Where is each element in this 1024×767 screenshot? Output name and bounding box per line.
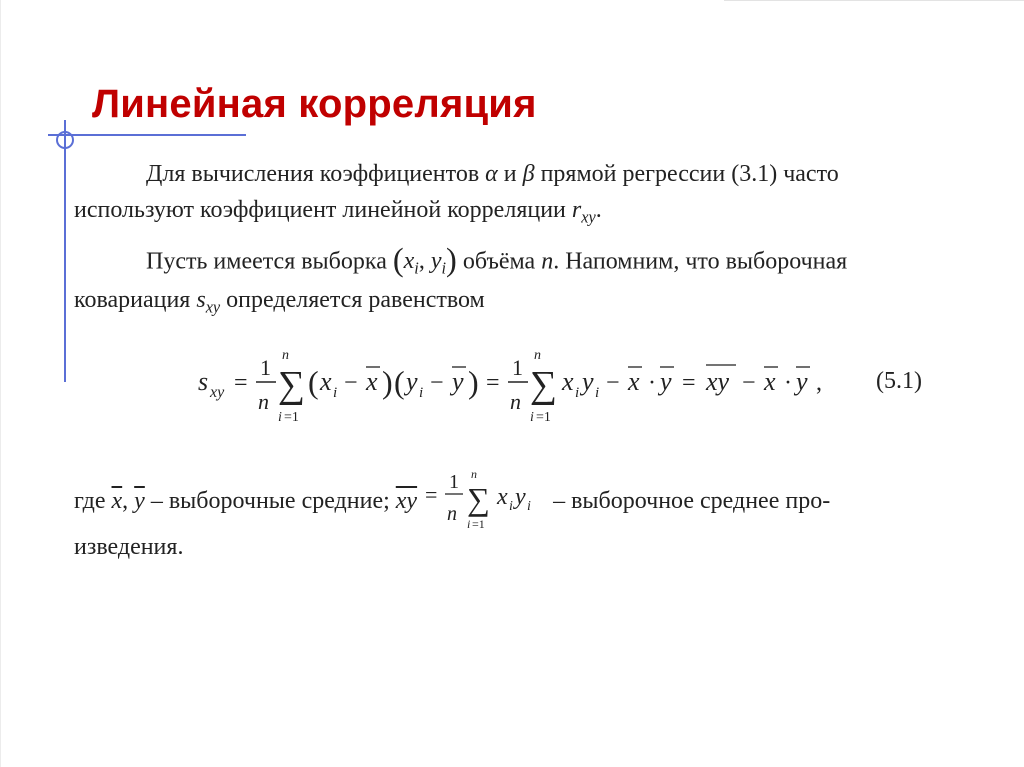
paragraph-1-line-1: [146, 156, 839, 192]
svg-text:y: y: [582, 367, 594, 396]
svg-text:n: n: [471, 470, 478, 481]
svg-text:i: i: [333, 385, 338, 401]
frame-left-edge: [0, 0, 1, 767]
text: используют коэффициент линейной корреляции: [74, 197, 566, 223]
svg-text:y: y: [515, 484, 526, 510]
slide-title: Линейная корреляция: [92, 82, 537, 126]
n-symbol: n: [541, 248, 554, 275]
xy-mean-symbol: $\overline{xy}$: [395, 488, 418, 514]
covariance-formula: [190, 345, 950, 435]
svg-text:−: −: [430, 370, 444, 396]
svg-text:−: −: [344, 370, 358, 396]
text: где: [74, 488, 106, 514]
text: . Напомним, что выборочная: [553, 248, 848, 275]
svg-text:1: 1: [260, 355, 271, 380]
svg-text:=: =: [234, 370, 248, 396]
svg-text:y: y: [796, 367, 808, 396]
svg-text:xy: xy: [210, 384, 225, 401]
frame-top-edge: [724, 0, 1024, 101]
x-mean-symbol: $\overline{x}$: [111, 488, 123, 514]
svg-text:−: −: [742, 370, 756, 396]
svg-text:(: (: [394, 364, 405, 400]
paragraph-3-line-2: изведения.: [74, 534, 184, 560]
text: Для вычисления коэффициентов: [146, 161, 480, 187]
subscript-i: i: [441, 259, 447, 279]
text: .: [595, 197, 602, 223]
svg-text:=1: =1: [284, 410, 299, 425]
svg-text:n: n: [447, 503, 458, 525]
text: Пусть имеется выборка: [146, 248, 387, 275]
text: прямой регрессии (3.1) часто: [540, 161, 839, 187]
svg-text:i: i: [575, 385, 580, 401]
svg-text:y: y: [660, 367, 672, 396]
svg-text:i: i: [419, 385, 424, 401]
sample-y: y: [430, 248, 442, 275]
paragraph-3-line-1: [74, 470, 830, 530]
svg-text:y: y: [452, 367, 464, 396]
svg-text:∑: ∑: [467, 481, 490, 517]
svg-text:xy: xy: [706, 367, 730, 396]
text: определяется равенством: [226, 287, 485, 313]
svg-text:i: i: [278, 410, 282, 425]
svg-text:i: i: [527, 499, 531, 514]
equation-number: (5.1): [876, 368, 922, 394]
sample-x: x: [403, 248, 415, 275]
svg-text:∑: ∑: [530, 364, 558, 406]
svg-text:=: =: [682, 370, 696, 396]
svg-text:−: −: [606, 370, 620, 396]
svg-text:,: ,: [816, 370, 822, 396]
svg-text:·: ·: [648, 370, 656, 396]
svg-text:x: x: [366, 367, 378, 396]
svg-text:x: x: [764, 367, 776, 396]
svg-text:s: s: [198, 367, 209, 396]
r-xy-symbol: [571, 197, 596, 227]
svg-text:=: =: [486, 370, 500, 396]
svg-text:): ): [468, 364, 479, 400]
svg-text:i: i: [509, 499, 513, 514]
svg-text:=1: =1: [536, 410, 551, 425]
svg-text:x: x: [628, 367, 640, 396]
svg-text:1: 1: [512, 355, 523, 380]
svg-text:i: i: [530, 410, 534, 425]
svg-text:n: n: [282, 348, 289, 363]
svg-text:n: n: [510, 389, 521, 414]
alpha-symbol: α: [485, 161, 498, 187]
paragraph-2-line-2: [74, 282, 485, 326]
svg-text:·: ·: [784, 370, 792, 396]
paragraph-2-line-1: [146, 243, 847, 287]
crosshair-icon: [52, 127, 78, 153]
svg-text:x: x: [497, 484, 508, 510]
text: и: [503, 161, 517, 187]
svg-text:n: n: [534, 348, 541, 363]
text: ковариация: [74, 287, 191, 313]
beta-symbol: β: [522, 161, 535, 187]
svg-text:=: =: [425, 482, 438, 507]
svg-text:i: i: [595, 385, 600, 401]
svg-text:n: n: [258, 389, 269, 414]
svg-text:): ): [382, 364, 393, 400]
s-xy-symbol: [196, 287, 221, 317]
svg-text:y: y: [406, 367, 418, 396]
paragraph-1-line-2: [74, 192, 602, 236]
svg-text:=1: =1: [472, 517, 485, 530]
text: – выборочное среднее про-: [553, 488, 831, 514]
xy-mean-definition: [423, 470, 547, 530]
svg-text:1: 1: [449, 471, 460, 493]
svg-text:(: (: [308, 364, 319, 400]
s-subscript: xy: [205, 297, 221, 317]
r-subscript: xy: [581, 207, 596, 227]
decor-vertical-line: [64, 120, 66, 382]
text: – выборочные средние;: [150, 488, 390, 514]
svg-text:x: x: [562, 367, 574, 396]
r-letter: r: [571, 197, 582, 223]
s-letter: s: [196, 287, 206, 313]
y-mean-symbol: $\overline{y}$: [134, 488, 145, 514]
text: объёма: [462, 248, 536, 275]
text: ,: [122, 488, 129, 514]
sample-pair: ($x_i$, $y_i$): [392, 243, 457, 279]
svg-text:x: x: [320, 367, 332, 396]
svg-text:∑: ∑: [278, 364, 306, 406]
subscript-i: i: [414, 259, 419, 279]
svg-text:i: i: [467, 517, 471, 530]
